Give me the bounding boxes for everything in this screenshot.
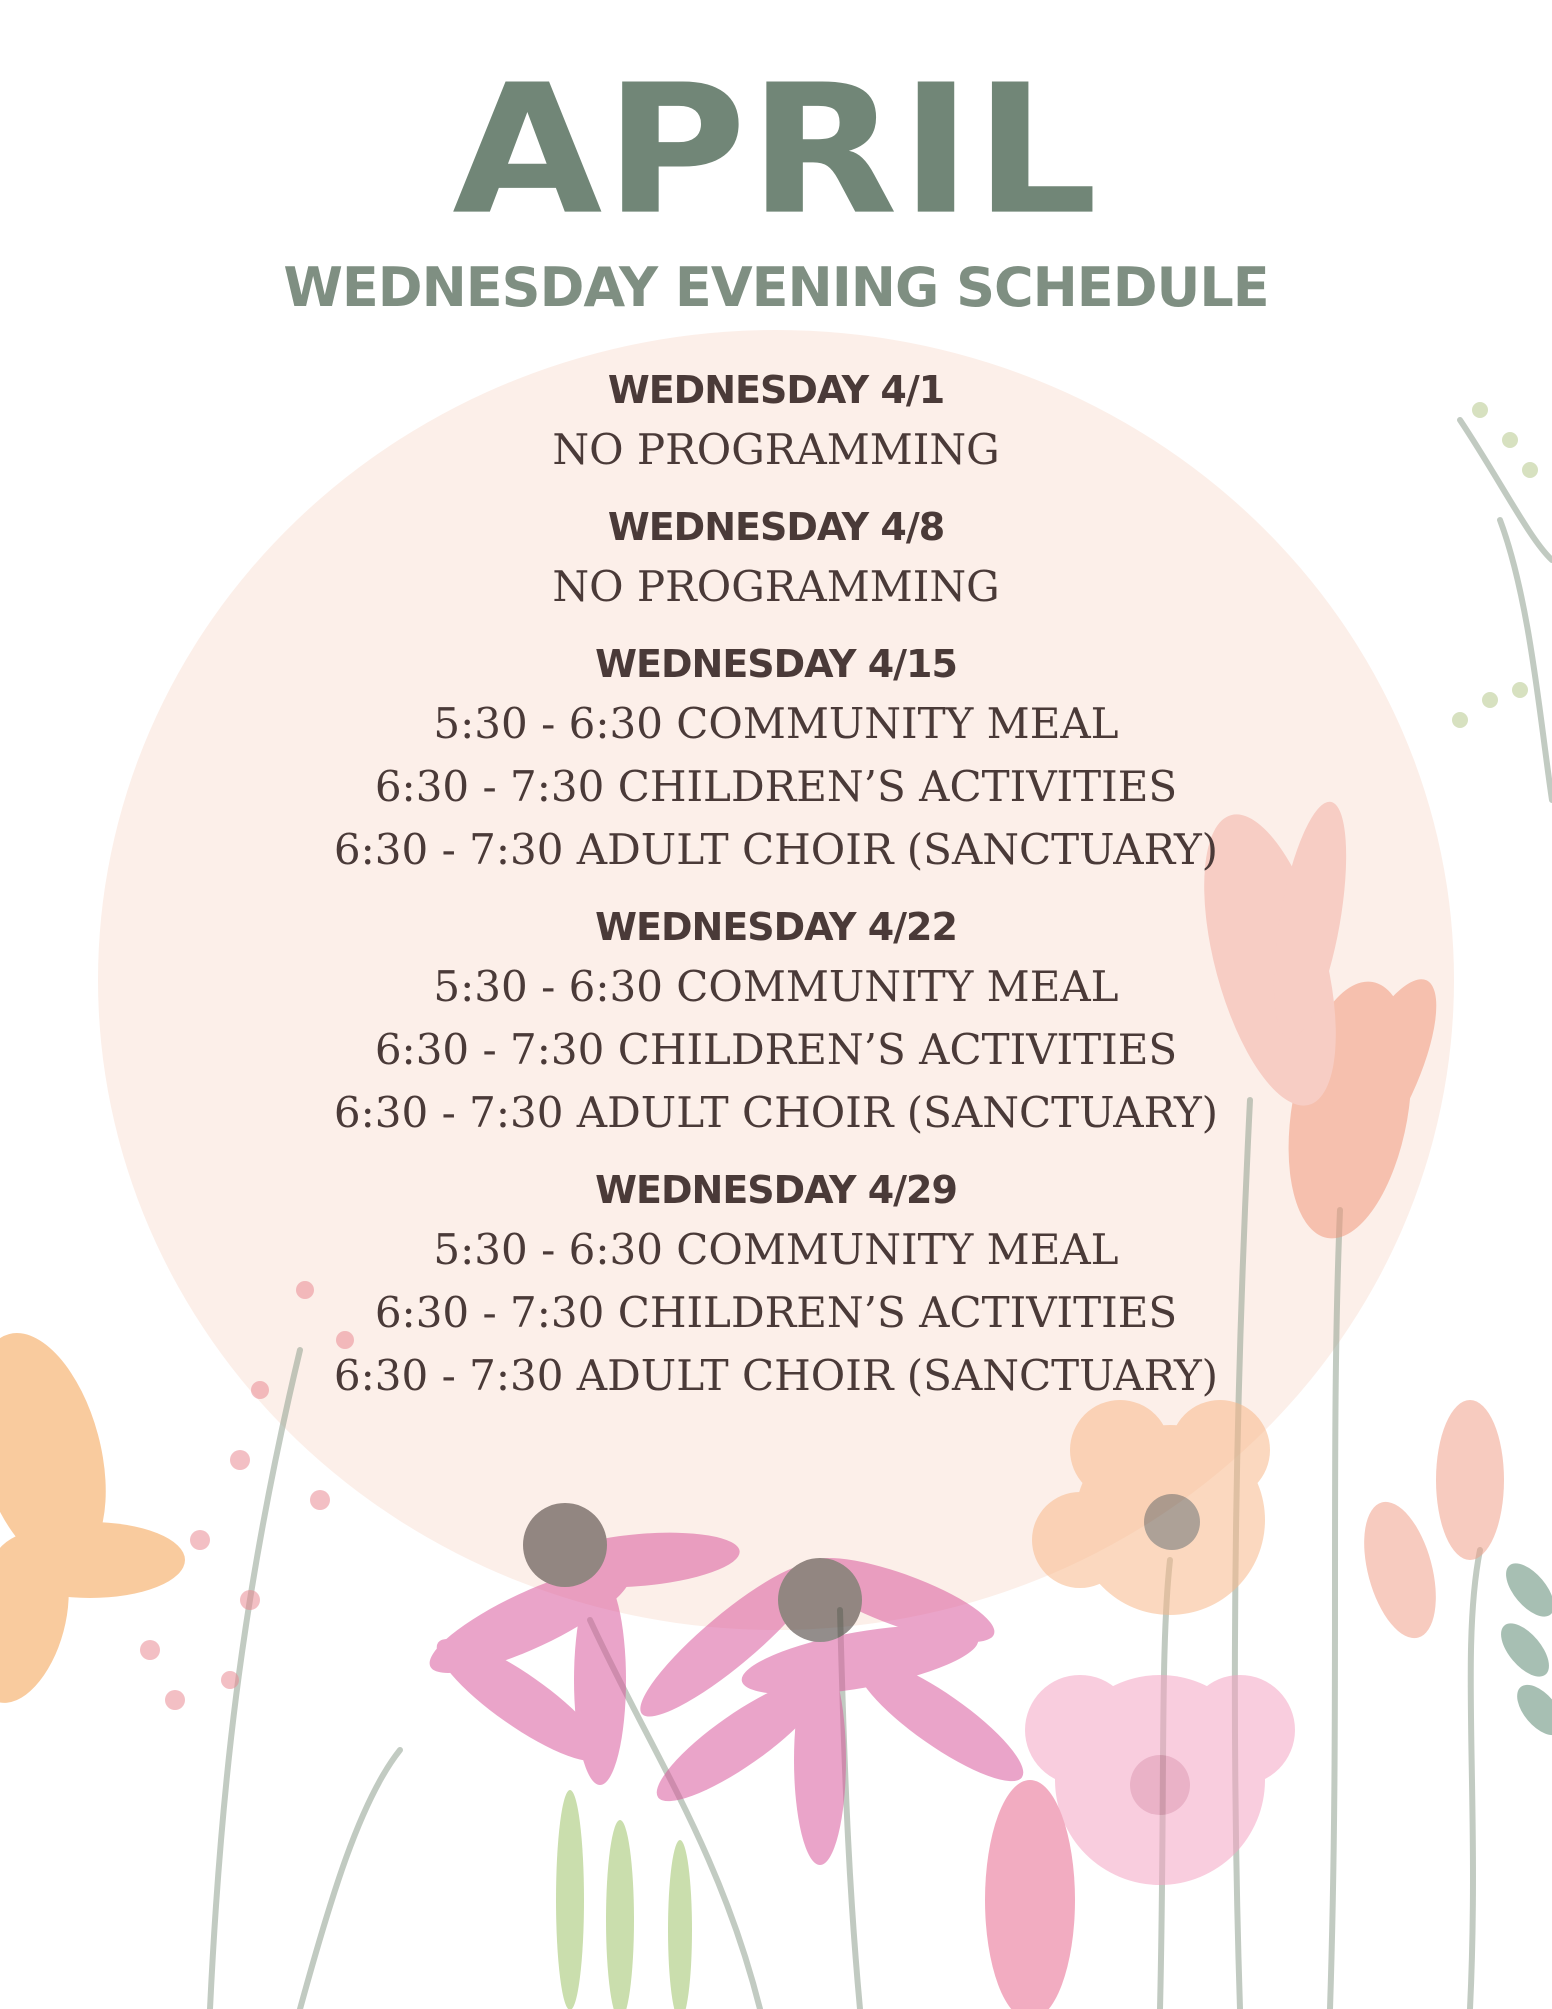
- schedule-day: [0, 899, 1552, 1144]
- schedule-list: [0, 362, 1552, 1425]
- event-line: 5:30 - 6:30 COMMUNITY MEAL: [433, 1225, 1119, 1274]
- page-title: APRIL: [452, 46, 1100, 254]
- event-line: 6:30 - 7:30 CHILDREN’S ACTIVITIES: [374, 762, 1178, 811]
- event-line: 6:30 - 7:30 ADULT CHOIR (SANCTUARY): [333, 825, 1219, 874]
- day-heading: WEDNESDAY 4/22: [595, 905, 957, 949]
- event-line: NO PROGRAMMING: [552, 425, 1000, 474]
- day-heading: WEDNESDAY 4/8: [607, 505, 945, 549]
- event-line: NO PROGRAMMING: [552, 562, 1000, 611]
- event-line: 6:30 - 7:30 CHILDREN’S ACTIVITIES: [374, 1025, 1178, 1074]
- event-line: 6:30 - 7:30 ADULT CHOIR (SANCTUARY): [333, 1351, 1219, 1400]
- event-line: 5:30 - 6:30 COMMUNITY MEAL: [433, 962, 1119, 1011]
- event-line: 5:30 - 6:30 COMMUNITY MEAL: [433, 699, 1119, 748]
- page-subtitle: WEDNESDAY EVENING SCHEDULE: [283, 256, 1269, 319]
- day-heading: WEDNESDAY 4/15: [595, 642, 957, 686]
- schedule-day: [0, 1162, 1552, 1407]
- schedule-day: [0, 499, 1552, 618]
- event-line: 6:30 - 7:30 CHILDREN’S ACTIVITIES: [374, 1288, 1178, 1337]
- event-line: 6:30 - 7:30 ADULT CHOIR (SANCTUARY): [333, 1088, 1219, 1137]
- day-heading: WEDNESDAY 4/29: [595, 1168, 957, 1212]
- day-heading: WEDNESDAY 4/1: [607, 368, 945, 412]
- schedule-day: [0, 636, 1552, 881]
- schedule-day: [0, 362, 1552, 481]
